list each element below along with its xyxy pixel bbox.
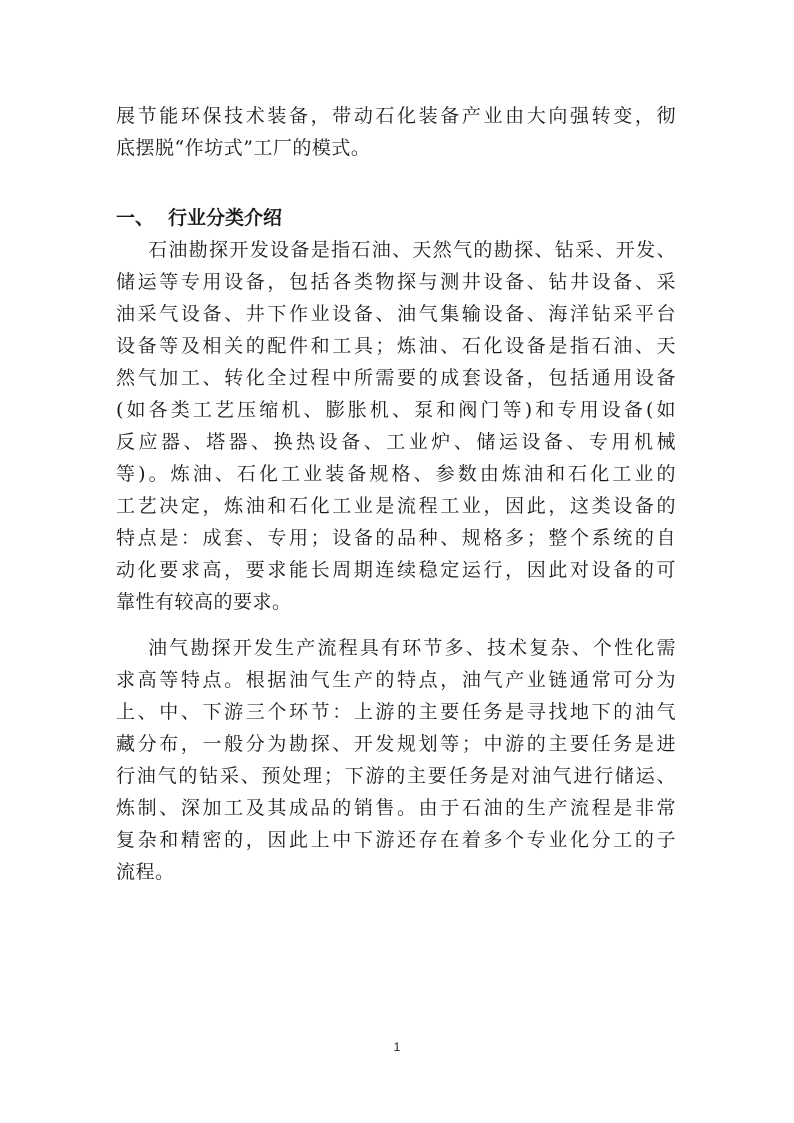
paragraph-line: 然气加工、转化全过程中所需要的成套设备，包括通用设备 bbox=[116, 367, 676, 389]
paragraph-line: 靠性有较高的要求。 bbox=[116, 591, 292, 613]
page-number: 1 bbox=[393, 1040, 401, 1054]
paragraph-line: 行油气的钻采、预处理；下游的主要任务是对油气进行储运、 bbox=[116, 765, 676, 787]
paragraph-line: 复杂和精密的，因此上中下游还存在着多个专业化分工的子 bbox=[116, 829, 676, 851]
paragraph-line: 等)。炼油、石化工业装备规格、参数由炼油和石化工业的 bbox=[116, 463, 676, 485]
paragraph-line: 炼制、深加工及其成品的销售。由于石油的生产流程是非常 bbox=[116, 797, 676, 819]
paragraph-line: 动化要求高，要求能长周期连续稳定运行，因此对设备的可 bbox=[116, 559, 676, 581]
section-number: 一、 bbox=[116, 207, 155, 229]
paragraph-line: (如各类工艺压缩机、膨胀机、泵和阀门等)和专用设备(如 bbox=[116, 399, 676, 421]
section-heading bbox=[116, 202, 282, 234]
paragraph-line: 上、中、下游三个环节：上游的主要任务是寻找地下的油气 bbox=[116, 701, 676, 723]
paragraph-line: 储运等专用设备，包括各类物探与测井设备、钻井设备、采 bbox=[116, 271, 676, 293]
paragraph-line: 反应器、塔器、换热设备、工业炉、储运设备、专用机械 bbox=[116, 431, 676, 453]
intro-line: 底摆脱“作坊式”工厂的模式。 bbox=[116, 137, 371, 159]
paragraph-line: 设备等及相关的配件和工具；炼油、石化设备是指石油、天 bbox=[116, 335, 676, 357]
section-title: 行业分类介绍 bbox=[168, 207, 283, 229]
paragraph-line: 油采气设备、井下作业设备、油气集输设备、海洋钻采平台 bbox=[116, 303, 676, 325]
paragraph-line: 求高等特点。根据油气生产的特点，油气产业链通常可分为 bbox=[116, 669, 676, 691]
paragraph-line: 工艺决定，炼油和石化工业是流程工业，因此，这类设备的 bbox=[116, 495, 676, 517]
paragraph-line: 特点是：成套、专用；设备的品种、规格多；整个系统的自 bbox=[116, 527, 676, 549]
paragraph-line: 石油勘探开发设备是指石油、天然气的勘探、钻采、开发、 bbox=[148, 239, 676, 261]
intro-line: 展节能环保技术装备，带动石化装备产业由大向强转变，彻 bbox=[116, 105, 676, 127]
paragraph-line: 流程。 bbox=[116, 861, 175, 883]
paragraph-line: 油气勘探开发生产流程具有环节多、技术复杂、个性化需 bbox=[148, 637, 676, 659]
paragraph-line: 藏分布，一般分为勘探、开发规划等；中游的主要任务是进 bbox=[116, 733, 676, 755]
